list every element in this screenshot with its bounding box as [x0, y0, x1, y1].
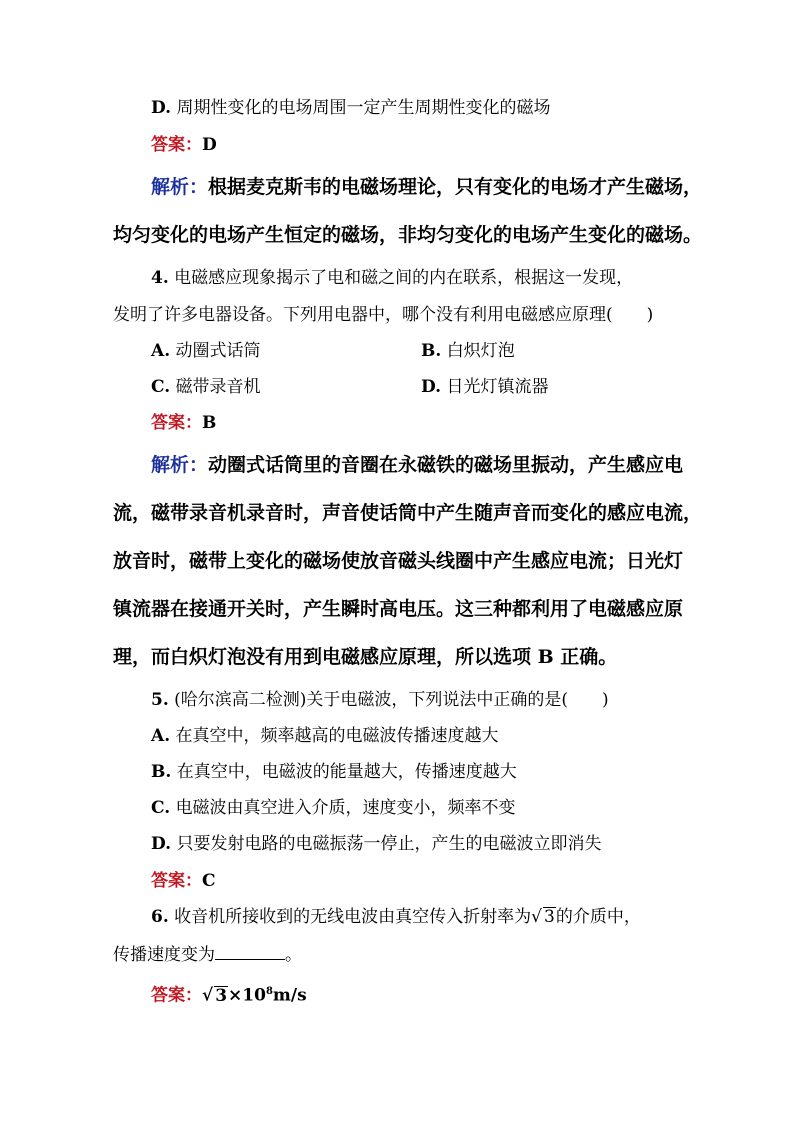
q5-option-a — [151, 725, 499, 747]
analysis-text: 动圈式话筒里的音圈在永磁铁的磁场里振动，产生感应电 — [208, 454, 684, 476]
option-letter: C. — [151, 377, 171, 397]
stem-text: 电磁感应现象揭示了电和磁之间的内在联系，根据这一发现， — [174, 268, 634, 288]
q5-option-d — [151, 833, 601, 855]
option-text: 电磁波由真空进入介质，速度变小，频率不变 — [175, 798, 516, 818]
option-text: 白炽灯泡 — [446, 341, 515, 361]
q3-answer — [151, 134, 217, 156]
answer-times: ×10 — [228, 985, 266, 1006]
option-text: 周期性变化的电场周围一定产生周期性变化的磁场 — [176, 98, 551, 118]
answer-unit: m/s — [272, 985, 307, 1006]
option-letter: B. — [151, 762, 172, 782]
q4-analysis-line-4: 镇流器在接通开关时，产生瞬时高电压。这三种都利用了电磁感应原 — [113, 598, 684, 620]
q5-option-c — [151, 797, 516, 819]
q4-answer — [151, 412, 216, 434]
answer-label: 答案： — [151, 985, 202, 1006]
option-text: 在真空中，频率越高的电磁波传播速度越大 — [175, 726, 499, 746]
option-text: 在真空中，电磁波的能量越大，传播速度越大 — [176, 762, 517, 782]
answer-sqrt-sign: √ — [202, 985, 214, 1006]
q5-stem — [151, 689, 609, 711]
answer-value: D — [202, 135, 217, 155]
q4-analysis-line-1 — [151, 452, 683, 478]
q6-stem-line-2 — [113, 944, 302, 966]
q3-analysis-line-2: 均匀变化的电场产生恒定的磁场，非均匀变化的电场产生变化的磁场。 — [113, 224, 703, 246]
q5-option-b — [151, 761, 517, 783]
answer-label: 答案： — [151, 871, 202, 891]
option-letter: B. — [421, 341, 442, 361]
option-letter: C. — [151, 798, 171, 818]
question-number: 5. — [151, 690, 169, 710]
stem-text-line2: 传播速度变为 — [113, 945, 215, 965]
q4-option-b — [421, 340, 515, 362]
q3-option-d — [151, 97, 550, 119]
answer-sqrt-value: 3 — [215, 985, 228, 1006]
stem-text-post: 的介质中， — [555, 907, 641, 927]
q6-stem-line-1 — [151, 906, 641, 928]
analysis-text: 根据麦克斯韦的电磁场理论，只有变化的电场才产生磁场， — [208, 176, 703, 198]
question-number: 4. — [151, 268, 169, 288]
answer-value: B — [202, 413, 217, 433]
option-letter: D. — [151, 834, 172, 854]
option-letter: A. — [151, 726, 171, 746]
option-text: 动圈式话筒 — [175, 341, 261, 361]
q6-answer — [151, 981, 307, 1007]
q4-analysis-line-5: 理，而白炽灯泡没有用到电磁感应原理，所以选项 B 正确。 — [113, 646, 618, 668]
q4-stem-line-1 — [151, 267, 633, 289]
answer-exponent: 8 — [265, 986, 273, 997]
stem-text: (哈尔滨高二检测)关于电磁波，下列说法中正确的是( ) — [174, 690, 609, 710]
q4-option-d — [421, 376, 548, 398]
sqrt-sign: √ — [531, 907, 542, 927]
fill-in-blank — [215, 945, 285, 960]
answer-label: 答案： — [151, 413, 202, 433]
q4-option-a — [151, 340, 261, 362]
q5-answer — [151, 870, 216, 892]
question-number: 6. — [151, 907, 169, 927]
stem-period: 。 — [285, 945, 302, 965]
stem-text-pre: 收音机所接收到的无线电波由真空传入折射率为 — [174, 907, 532, 927]
q4-option-c — [151, 376, 261, 398]
q4-analysis-line-3: 放音时，磁带上变化的磁场使放音磁头线圈中产生感应电流；日光灯 — [113, 550, 684, 572]
sqrt-value: 3 — [544, 907, 555, 927]
analysis-label: 解析： — [151, 176, 209, 198]
answer-label: 答案： — [151, 135, 202, 155]
q4-analysis-line-2: 流，磁带录音机录音时，声音使话筒中产生随声音而变化的感应电流， — [113, 502, 703, 524]
q4-stem-line-2: 发明了许多电器设备。下列用电器中，哪个没有利用电磁感应原理( ) — [113, 305, 654, 325]
option-text: 日光灯镇流器 — [446, 377, 549, 397]
q3-analysis-line-1 — [151, 174, 702, 200]
analysis-label: 解析： — [151, 454, 209, 476]
option-letter: D. — [421, 377, 442, 397]
option-letter: A. — [151, 341, 171, 361]
option-letter: D. — [151, 98, 172, 118]
option-text: 只要发射电路的电磁振荡一停止，产生的电磁波立即消失 — [176, 834, 602, 854]
answer-value: C — [202, 871, 216, 891]
option-text: 磁带录音机 — [175, 377, 261, 397]
